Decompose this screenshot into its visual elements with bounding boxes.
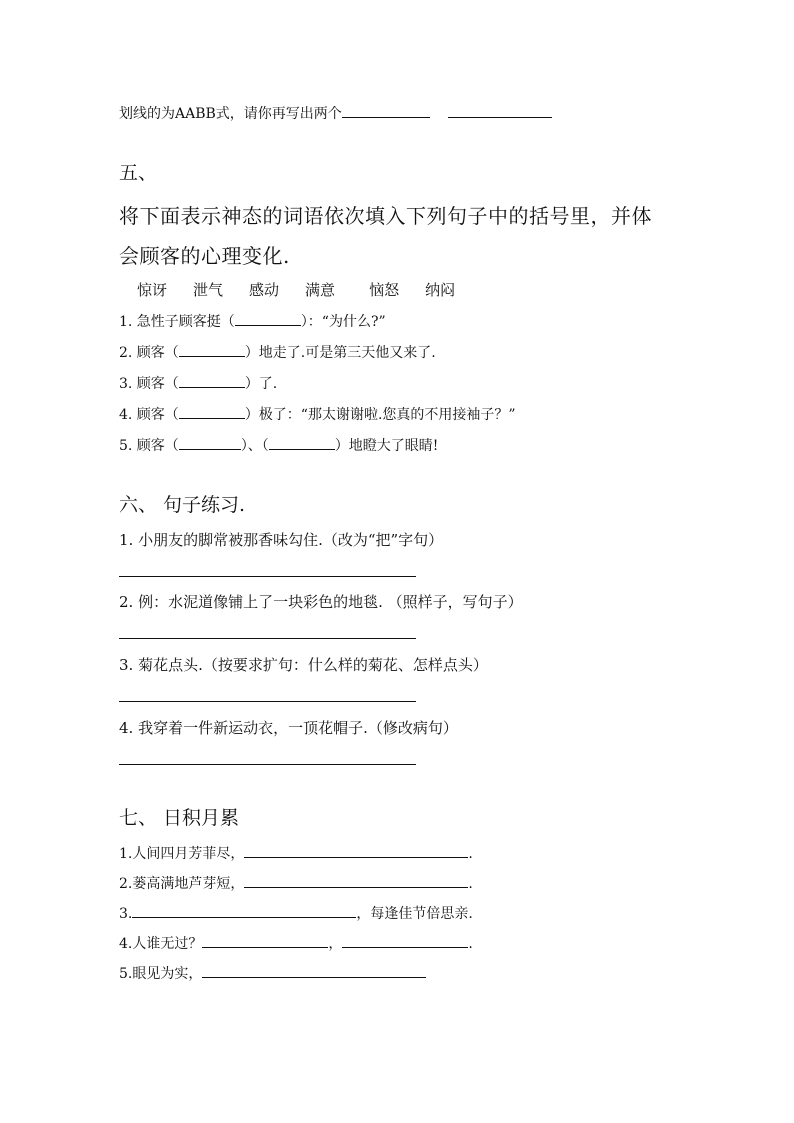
s6-answer-line-1[interactable] — [119, 576, 416, 577]
s5-q5-text-c: ）地瞪大了眼睛! — [334, 438, 439, 454]
s5-question-1 — [119, 311, 386, 331]
s5-question-5 — [119, 435, 438, 455]
word-bank-item: 满意 — [305, 281, 336, 299]
word-bank-item: 惊讶 — [137, 281, 168, 299]
s7-l3-text-a: 3. — [119, 906, 133, 922]
aabb-question-text: 划线的为AABB式，请你再写出两个 — [119, 106, 342, 122]
s7-line-2 — [119, 873, 473, 893]
s7-l5-text-a: 5.眼见为实， — [119, 966, 203, 982]
section-7-heading: 七、 日积月累 — [119, 807, 240, 829]
s7-line-5 — [119, 963, 426, 983]
s7-line-4 — [119, 933, 473, 953]
s5-q5-text-a: 5. 顾客（ — [119, 438, 179, 454]
s7-line-1 — [119, 843, 473, 863]
s5-q3-blank[interactable] — [179, 373, 245, 388]
s6-question-2: 2. 例：水泥道像铺上了一块彩色的地毯. （照样子，写句子） — [119, 593, 523, 611]
s5-q4-blank[interactable] — [179, 404, 245, 419]
s5-question-4 — [119, 404, 516, 424]
word-bank-item: 泄气 — [193, 281, 224, 299]
s5-q4-text-b: ）极了：“那太谢谢啦.您真的不用接袖子？” — [244, 407, 516, 423]
s5-question-2 — [119, 342, 436, 362]
s6-answer-line-4[interactable] — [119, 764, 416, 765]
section-5-instruction-line-2: 会顾客的心理变化. — [119, 244, 290, 268]
s5-q2-text-b: ）地走了.可是第三天他又来了. — [244, 345, 436, 361]
s5-q3-text-b: ）了. — [244, 376, 278, 392]
s7-l4-text-b: ， — [328, 936, 343, 952]
s7-l4-blank-2[interactable] — [342, 933, 468, 948]
s5-q5-text-b: ）、（ — [240, 438, 269, 454]
s5-q1-text-b: ）：“为什么?” — [300, 314, 386, 330]
aabb-blank-1[interactable] — [342, 103, 430, 118]
s7-l5-blank[interactable] — [202, 963, 426, 978]
section-5-instruction-line-1: 将下面表示神态的词语依次填入下列句子中的括号里，并体 — [119, 204, 652, 228]
aabb-blank-2[interactable] — [448, 103, 552, 118]
s7-l4-blank-1[interactable] — [202, 933, 328, 948]
s5-q5-blank-1[interactable] — [179, 435, 241, 450]
s5-q4-text-a: 4. 顾客（ — [119, 407, 179, 423]
s5-question-3 — [119, 373, 277, 393]
s7-l1-text-b: . — [468, 846, 473, 862]
s5-q2-blank[interactable] — [179, 342, 245, 357]
section-5-heading: 五、 — [119, 162, 158, 184]
s5-q1-text-a: 1. 急性子顾客挺（ — [119, 314, 235, 330]
s7-l1-text-a: 1.人间四月芳菲尽， — [119, 846, 245, 862]
s7-l4-text-c: . — [468, 936, 473, 952]
s7-l1-blank[interactable] — [244, 843, 468, 858]
word-bank-item: 纳闷 — [425, 281, 456, 299]
s5-q1-blank[interactable] — [235, 311, 301, 326]
s7-l2-text-b: . — [468, 876, 473, 892]
s7-l3-blank[interactable] — [132, 903, 356, 918]
aabb-question — [119, 103, 552, 123]
s7-l2-blank[interactable] — [244, 873, 468, 888]
s7-l2-text-a: 2.蒌高满地芦芽短， — [119, 876, 245, 892]
s5-q2-text-a: 2. 顾客（ — [119, 345, 179, 361]
s7-l3-text-b: ，每逢佳节倍思亲. — [356, 906, 473, 922]
word-bank-item: 恼怒 — [369, 281, 400, 299]
s5-q5-blank-2[interactable] — [269, 435, 335, 450]
s7-l4-text-a: 4.人谁无过？ — [119, 936, 203, 952]
s5-q3-text-a: 3. 顾客（ — [119, 376, 179, 392]
s6-question-1: 1. 小朋友的脚常被那香味勾住.（改为“把”字句） — [119, 531, 444, 549]
s6-question-3: 3. 菊花点头.（按要求扩句：什么样的菊花、怎样点头） — [119, 656, 488, 674]
section-6-heading: 六、 句子练习. — [119, 494, 246, 516]
s6-question-4: 4. 我穿着一件新运动衣，一顶花帽子.（修改病句） — [119, 719, 458, 737]
s6-answer-line-2[interactable] — [119, 638, 416, 639]
s7-line-3 — [119, 903, 473, 923]
s6-answer-line-3[interactable] — [119, 701, 416, 702]
word-bank — [137, 279, 481, 300]
word-bank-item: 感动 — [249, 281, 280, 299]
